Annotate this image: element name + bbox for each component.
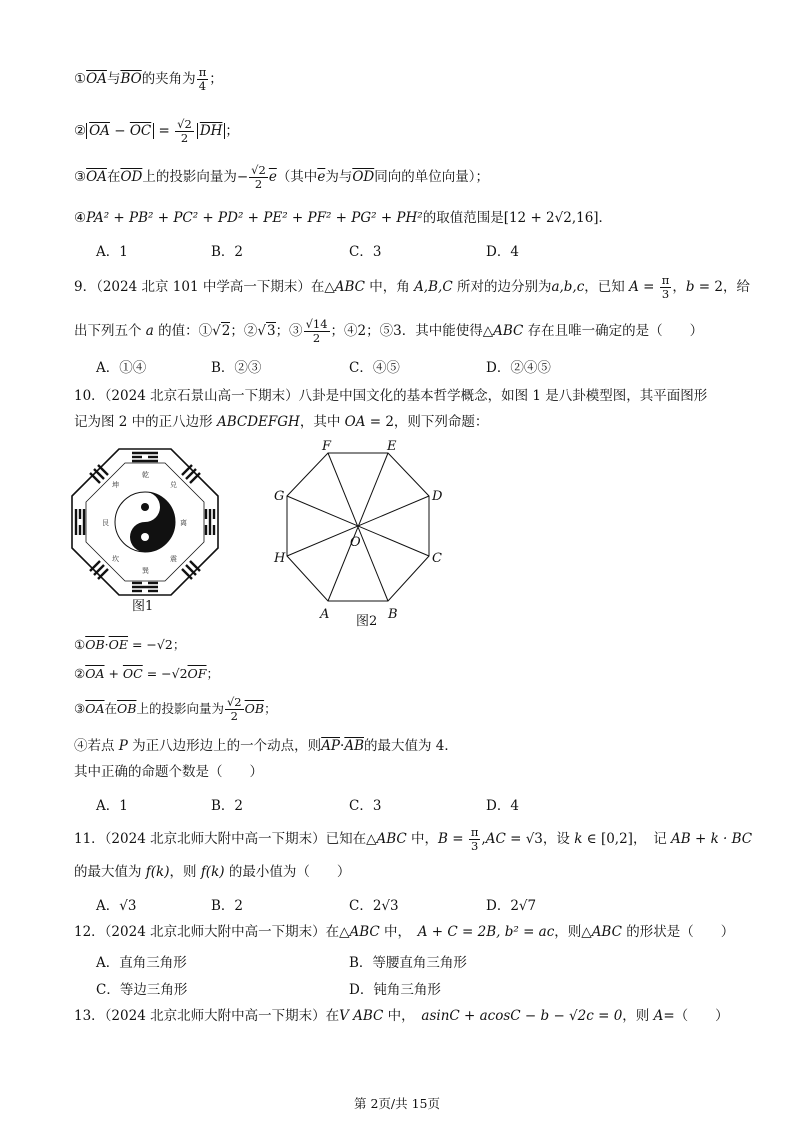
point-p: P [118, 738, 128, 754]
text: ② [74, 666, 86, 681]
option-a[interactable]: A．1 [96, 798, 128, 814]
statement-1 [74, 66, 223, 93]
text: ④若点 [74, 738, 119, 754]
option-c[interactable]: C．2√3 [349, 898, 399, 914]
text: =（ ） [663, 1008, 729, 1024]
text: 的最大值为 [74, 864, 146, 880]
expression: AB + k · BC [671, 831, 753, 847]
text: 中， [406, 831, 439, 847]
yin-yang-symbol [115, 492, 175, 552]
figure-2-octagon [270, 438, 450, 632]
q10-statement-4 [74, 736, 458, 756]
vector-oa: $\overline{OA}$ [86, 71, 107, 87]
bagua-char-5: 巽 [142, 567, 149, 575]
triangle-name: V ABC [339, 1008, 384, 1024]
vector-ob: $\overline{OB}$ [85, 637, 105, 652]
text: ，则△ [554, 924, 592, 940]
fraction-denominator: 2 [230, 709, 238, 723]
fraction-numerator: √2 [177, 117, 192, 131]
fraction [225, 696, 244, 723]
side-ac: AC [485, 831, 506, 847]
text: 中， [379, 924, 418, 940]
side-b: b [685, 279, 695, 295]
fraction-denominator: 2 [254, 177, 263, 191]
text: 记为图 2 中的正八边形 [74, 414, 217, 430]
fraction-numerator: √2 [226, 695, 242, 709]
sqrt-2: 2 [221, 323, 231, 339]
text: 12．（2024 北京北师大附中高一下期末）在△ [74, 924, 350, 940]
text: ；② [230, 323, 258, 339]
vertex-label-h: H [274, 551, 286, 566]
figure-1-bagua [70, 447, 220, 612]
fraction [249, 164, 268, 191]
fraction-numerator: √2 [251, 163, 266, 177]
plus-sign: + [104, 666, 123, 681]
text: 所对的边分别为 [452, 279, 552, 295]
side-names: a,b,c [551, 279, 585, 295]
triangle-name: ABC [493, 323, 524, 339]
fraction [175, 118, 194, 145]
vertex-label-e: E [387, 439, 397, 454]
text: = 2，给 [694, 279, 750, 295]
fraction-numerator: π [198, 65, 207, 79]
option-d[interactable]: D．2√7 [486, 898, 537, 914]
text: ③ [74, 701, 86, 716]
text: 出下列五个 [74, 323, 146, 339]
text: = −√2； [128, 637, 186, 652]
vector-oc: $\overline{OC}$ [122, 666, 143, 681]
q13-line-1 [74, 1006, 729, 1026]
function-fk: f(k) [200, 864, 225, 880]
option-a[interactable]: A．√3 [96, 898, 137, 914]
vector-ab: $\overline{AB}$ [344, 738, 364, 754]
text: 与 [106, 71, 121, 87]
triangle-name: ABC [349, 924, 380, 940]
fraction-denominator: 2 [312, 331, 321, 345]
fraction-denominator: 3 [470, 839, 479, 853]
option-b[interactable]: B．2 [211, 798, 244, 814]
variable-a: a [145, 323, 154, 339]
q10-line-1: 10．（2024 北京石景山高一下期末）八卦是中国文化的基本哲学概念，如图 1 是八卦模型图，其平面图形 [74, 388, 708, 404]
text: 为与 [325, 169, 353, 185]
text: 的取值范围是[12 + 2√2,16]． [422, 210, 613, 226]
vector-od: $\overline{OD}$ [120, 169, 143, 185]
text: ； [264, 701, 277, 716]
option-b[interactable]: B．等腰直角三角形 [349, 955, 467, 971]
statement-3-prefix: ③ [74, 169, 87, 185]
text: 的值：① [153, 323, 213, 339]
octagon-shape [287, 453, 429, 601]
dot-operator: · [340, 738, 345, 754]
option-b[interactable]: B．2 [211, 898, 244, 914]
vector-oe: $\overline{OE}$ [108, 637, 129, 652]
text: 的形状是（ ） [621, 924, 735, 940]
text: 在 [104, 701, 118, 716]
option-a[interactable]: A．①④ [96, 360, 147, 376]
text: 的最大值为 4． [364, 738, 458, 754]
vector-oc: $\overline{OC}$ [129, 123, 152, 139]
angle-a: A [629, 279, 639, 295]
bagua-char-8: 坤 [112, 481, 119, 489]
equals-sign: = [154, 123, 175, 139]
statement-2-prefix: ② [74, 123, 87, 139]
fraction [660, 274, 672, 301]
text: ① [74, 637, 86, 652]
text: 为正八边形边上的一个动点，则 [127, 738, 322, 754]
text: ∈ [0,2]， 记 [582, 831, 671, 847]
vertex-label-b: B [388, 607, 398, 622]
option-c[interactable]: C．等边三角形 [96, 982, 188, 998]
bagua-char-4: 震 [170, 555, 177, 563]
text: ；④2；⑤3．其中能使得△ [330, 323, 494, 339]
q9-line-1 [74, 274, 750, 301]
fraction-denominator: 3 [661, 287, 670, 301]
text: ，其中 [299, 414, 345, 430]
triangle-name: ABC [591, 924, 622, 940]
triangle-name: ABC [334, 279, 365, 295]
text: ，已知 [584, 279, 630, 295]
vertex-label-g: G [274, 489, 285, 504]
text: 上的投影向量为− [142, 169, 249, 185]
text: 13．（2024 北京北师大附中高一下期末）在 [74, 1008, 340, 1024]
text: ，则 [622, 1008, 654, 1024]
q10-statement-1 [74, 635, 185, 655]
variable-k: k [574, 831, 583, 847]
fraction-numerator: √14 [305, 317, 328, 331]
text: 11．（2024 北京北师大附中高一下期末）已知在△ [74, 831, 377, 847]
bagua-char-1: 乾 [142, 471, 149, 479]
text: 存在且唯一确定的是（ ） [523, 323, 704, 339]
text: 中， [383, 1008, 422, 1024]
statement-4-prefix: ④ [74, 210, 87, 226]
center-label-o: O [350, 535, 361, 550]
text: = 2，则下列命题： [365, 414, 489, 430]
octagon-name: ABCDEFGH [216, 414, 300, 430]
option-c[interactable]: C．3 [349, 244, 382, 260]
vector-ap: $\overline{AP}$ [321, 738, 341, 754]
text: （其中 [276, 169, 318, 185]
text: ； [206, 666, 219, 681]
condition: A + C = 2B, b² = ac [417, 924, 555, 940]
minus-sign: − [109, 123, 130, 139]
segment-oa: OA [344, 414, 366, 430]
text: 的夹角为 [141, 71, 196, 87]
equals-sign: = [638, 279, 659, 295]
fraction [197, 66, 209, 93]
vertex-labels [273, 439, 443, 622]
triangle-name: ABC [376, 831, 407, 847]
vector-oa: $\overline{OA}$ [85, 701, 105, 716]
statement-4 [74, 208, 612, 228]
vector-dh: $\overline{DH}$ [199, 123, 223, 139]
text: 中，角 [364, 279, 415, 295]
vector-ob: $\overline{OB}$ [117, 701, 137, 716]
q10-line-2 [74, 412, 488, 432]
text: ，则 [169, 864, 201, 880]
unit-vector-e: $\overline{e}$ [268, 169, 277, 185]
text: 同向的单位向量）； [374, 169, 489, 185]
option-d[interactable]: D．4 [486, 244, 519, 260]
abs-dh [197, 123, 226, 139]
option-d[interactable]: D．钝角三角形 [349, 982, 441, 998]
fraction-denominator: 4 [198, 79, 207, 93]
bagua-char-7: 艮 [102, 519, 109, 527]
fraction-numerator: π [661, 273, 670, 287]
angle-b: B [438, 831, 448, 847]
figure-2-caption: 图2 [356, 614, 378, 629]
figure-1-caption: 图1 [132, 599, 154, 612]
bagua-char-6: 坎 [112, 555, 119, 563]
text: , [481, 831, 486, 847]
angle-a: A [653, 1008, 664, 1024]
text: ； [209, 71, 223, 87]
function-fk: f(k) [145, 864, 170, 880]
page-footer: 第 2页/共 15页 [353, 1096, 441, 1111]
vector-oa: $\overline{OA}$ [85, 666, 105, 681]
bagua-char-3: 离 [180, 519, 187, 527]
option-c[interactable]: C．④⑤ [349, 360, 400, 376]
vector-oa: $\overline{OA}$ [86, 169, 107, 185]
bagua-char-2: 兑 [170, 481, 177, 489]
equation: asinC + acosC − b − √2c = 0 [421, 1008, 623, 1024]
q11-line-1 [74, 826, 752, 853]
text: 上的投影向量为 [136, 701, 224, 716]
vertex-label-a: A [320, 607, 330, 622]
text: = √3，设 [505, 831, 575, 847]
equals-sign: = [447, 831, 468, 847]
text: 9．（2024 北京 101 中学高一下期末）在△ [74, 279, 335, 295]
statement-2 [74, 118, 239, 145]
option-c[interactable]: C．3 [349, 798, 382, 814]
vector-od: $\overline{OD}$ [352, 169, 375, 185]
text: 在 [106, 169, 121, 185]
vector-ob: $\overline{OB}$ [244, 701, 265, 716]
q10-statement-2 [74, 664, 219, 684]
text: ；③ [275, 323, 303, 339]
unit-vector-e: $\overline{e}$ [317, 169, 326, 185]
text: ； [225, 123, 239, 139]
vertex-label-c: C [432, 551, 442, 566]
option-a[interactable]: A．1 [96, 244, 128, 260]
vector-of: $\overline{OF}$ [187, 666, 207, 681]
fraction-numerator: π [470, 825, 479, 839]
option-b[interactable]: B．2 [211, 244, 244, 260]
option-a[interactable]: A．直角三角形 [96, 955, 187, 971]
fraction [469, 826, 481, 853]
statement-1-prefix: ① [74, 71, 87, 87]
fraction-denominator: 2 [180, 131, 189, 145]
q11-line-2 [74, 862, 350, 882]
q12-line-1 [74, 922, 734, 942]
vector-bo: $\overline{BO}$ [120, 71, 142, 87]
vector-oa: $\overline{OA}$ [89, 123, 110, 139]
statement-3 [74, 164, 489, 191]
option-d[interactable]: D．②④⑤ [486, 360, 551, 376]
text: = −√2 [142, 666, 188, 681]
q10-statement-3 [74, 696, 277, 723]
q10-question: 其中正确的命题个数是（ ） [74, 764, 263, 780]
dot-operator: · [104, 637, 109, 652]
vector-sum-expression: PA² + PB² + PC² + PD² + PE² + PF² + PG² + PH² [86, 210, 423, 226]
vertex-label-d: D [432, 489, 443, 504]
sqrt-3: 3 [266, 323, 276, 339]
text: 的最小值为（ ） [224, 864, 351, 880]
text: ， [672, 279, 686, 295]
option-d[interactable]: D．4 [486, 798, 519, 814]
angle-names: A,B,C [414, 279, 453, 295]
q9-line-2: 出下列五个 a 的值：①√2；②√3；③ $\frac{√14}{2}$ ；④2；⑤3．其中能使得△ABC 存在且唯一确定的是（ ） [74, 317, 704, 345]
vertex-label-f: F [322, 439, 332, 454]
fraction [304, 318, 330, 345]
option-b[interactable]: B．②③ [211, 360, 262, 376]
